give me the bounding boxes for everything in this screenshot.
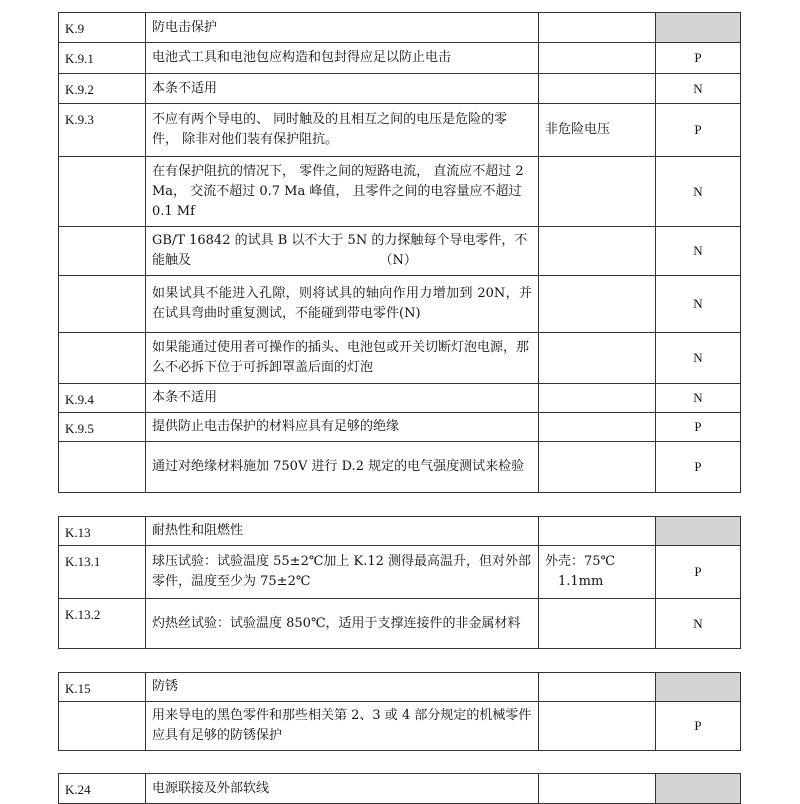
test-result xyxy=(539,673,656,702)
table-row xyxy=(59,442,741,493)
clause-number: K.15 xyxy=(59,673,146,702)
test-result xyxy=(539,333,656,384)
clause-number: K.9.5 xyxy=(59,413,146,442)
clause-table xyxy=(58,672,741,751)
clause-number: K.9 xyxy=(59,13,146,43)
clause-number xyxy=(59,157,146,227)
test-result xyxy=(539,384,656,413)
requirement-text: 提供防止电击保护的材料应具有足够的绝缘 xyxy=(146,413,539,442)
requirement-text: GB/T 16842 的试具 B 以不大于 5N 的力探触每个导电零件，不能触及 （N） xyxy=(146,227,539,276)
table-row xyxy=(59,227,741,276)
test-result xyxy=(539,157,656,227)
verdict xyxy=(656,13,741,43)
requirement-text: 防锈 xyxy=(146,673,539,702)
verdict: N xyxy=(656,227,741,276)
table-row xyxy=(59,702,741,751)
clause-number: K.9.2 xyxy=(59,74,146,104)
clause-number: K.13 xyxy=(59,517,146,546)
requirement-text: 在有保护阻抗的情况下， 零件之间的短路电流， 直流应不超过 2 Ma， 交流不超过 0.7 Ma 峰值， 且零件之间的电容量应不超过 0.1 Mf xyxy=(146,157,539,227)
table-row xyxy=(59,413,741,442)
test-result: 外壳：75℃ 1.1mm xyxy=(539,546,656,599)
test-result xyxy=(539,774,656,804)
verdict: P xyxy=(656,442,741,493)
table-row xyxy=(59,74,741,104)
clause-table xyxy=(58,773,741,804)
test-result: 非危险电压 xyxy=(539,104,656,157)
requirement-text: 电池式工具和电池包应构造和包封得应足以防止电击 xyxy=(146,43,539,74)
test-result xyxy=(539,517,656,546)
verdict xyxy=(656,517,741,546)
clause-number xyxy=(59,276,146,333)
requirement-text: 不应有两个导电的、 同时触及的且相互之间的电压是危险的零件， 除非对他们装有保护阻抗。 xyxy=(146,104,539,157)
section-header-row xyxy=(59,517,741,546)
requirement-text: 用来导电的黑色零件和那些相关第 2、3 或 4 部分规定的机械零件应具有足够的防锈保护 xyxy=(146,702,539,751)
table-row xyxy=(59,546,741,599)
verdict: N xyxy=(656,333,741,384)
requirement-text: 电源联接及外部软线 xyxy=(146,774,539,804)
clause-number xyxy=(59,702,146,751)
verdict: P xyxy=(656,104,741,157)
clause-number: K.9.3 xyxy=(59,104,146,157)
requirement-text: 通过对绝缘材料施加 750V 进行 D.2 规定的电气强度测试来检验 xyxy=(146,442,539,493)
clause-number xyxy=(59,442,146,493)
test-result xyxy=(539,13,656,43)
verdict xyxy=(656,673,741,702)
table-row xyxy=(59,333,741,384)
section-header-row xyxy=(59,673,741,702)
test-result xyxy=(539,702,656,751)
verdict: N xyxy=(656,157,741,227)
requirement-text: 本条不适用 xyxy=(146,74,539,104)
requirement-text: 如果能通过使用者可操作的插头、电池包或开关切断灯泡电源，那么不必拆下位于可拆卸罩盖后面的灯泡 xyxy=(146,333,539,384)
clause-number: K.13.2 xyxy=(59,599,146,649)
test-result xyxy=(539,276,656,333)
table-row xyxy=(59,384,741,413)
verdict: N xyxy=(656,74,741,104)
verdict: N xyxy=(656,276,741,333)
test-result xyxy=(539,442,656,493)
section-header-row xyxy=(59,13,741,43)
requirement-text: 灼热丝试验：试验温度 850℃，适用于支撑连接件的非金属材料 xyxy=(146,599,539,649)
requirement-text: 本条不适用 xyxy=(146,384,539,413)
clause-number: K.9.4 xyxy=(59,384,146,413)
table-row xyxy=(59,276,741,333)
test-result xyxy=(539,43,656,74)
verdict: N xyxy=(656,599,741,649)
clause-number: K.13.1 xyxy=(59,546,146,599)
verdict: P xyxy=(656,546,741,599)
requirement-text: 防电击保护 xyxy=(146,13,539,43)
verdict: P xyxy=(656,702,741,751)
clause-number xyxy=(59,227,146,276)
test-result xyxy=(539,227,656,276)
requirement-text: 球压试验：试验温度 55±2℃加上 K.12 测得最高温升，但对外部零件，温度至少为 75±2℃ xyxy=(146,546,539,599)
verdict: N xyxy=(656,384,741,413)
test-result xyxy=(539,599,656,649)
verdict: P xyxy=(656,43,741,74)
clause-number: K.9.1 xyxy=(59,43,146,74)
verdict xyxy=(656,774,741,804)
clause-table xyxy=(58,12,741,493)
test-result xyxy=(539,413,656,442)
clause-table xyxy=(58,516,741,649)
test-result xyxy=(539,74,656,104)
table-row xyxy=(59,157,741,227)
table-row xyxy=(59,599,741,649)
table-row xyxy=(59,43,741,74)
clause-number xyxy=(59,333,146,384)
table-row xyxy=(59,104,741,157)
requirement-text: 如果试具不能进入孔隙，则将试具的轴向作用力增加到 20N，并在试具弯曲时重复测试，不能碰到带电零件(N) xyxy=(146,276,539,333)
section-header-row xyxy=(59,774,741,804)
clause-number: K.24 xyxy=(59,774,146,804)
verdict: P xyxy=(656,413,741,442)
requirement-text: 耐热性和阻燃性 xyxy=(146,517,539,546)
